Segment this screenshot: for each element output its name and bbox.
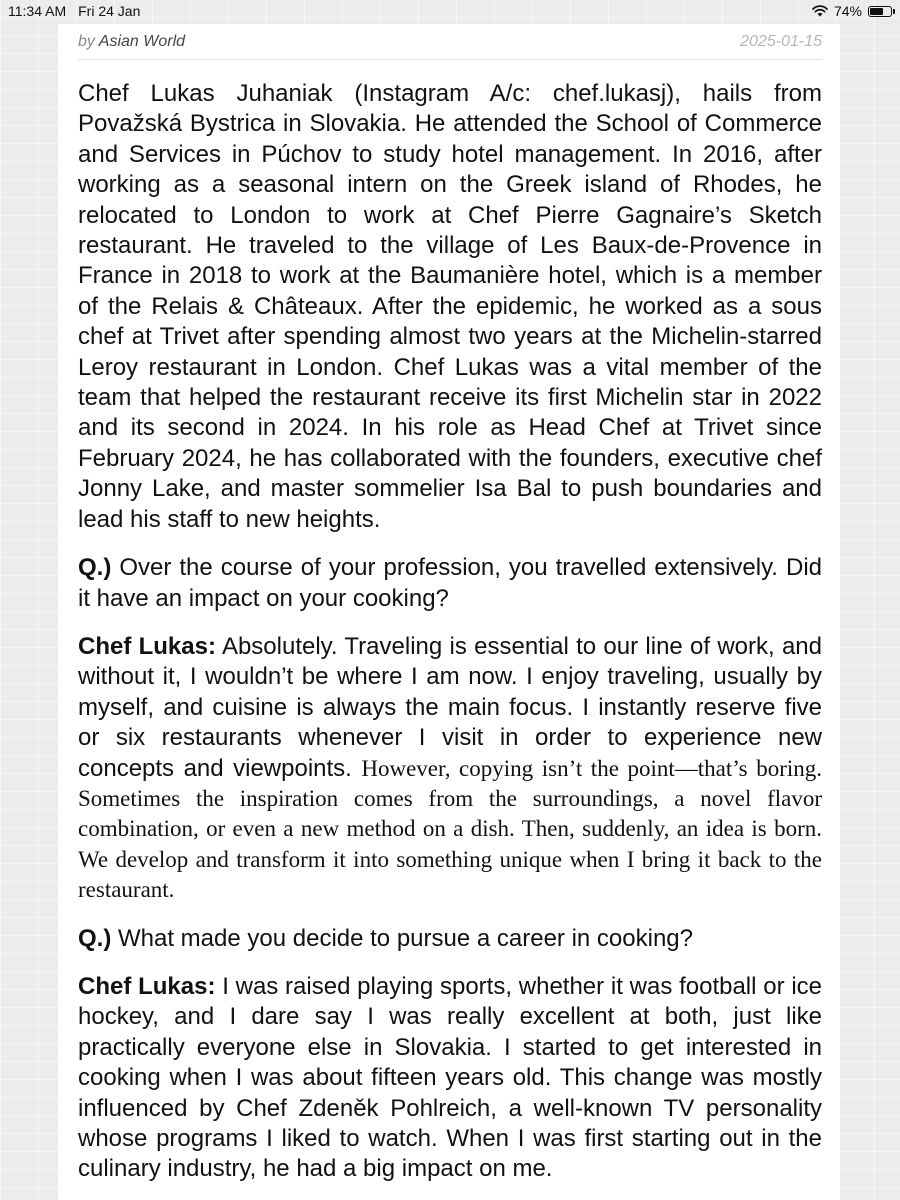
intro-paragraph: Chef Lukas Juhaniak (Instagram A/c: chef.lukasj), hails from Považská Bystrica in Slovakia. He attended the School of Commerce and Services in Púchov to study hotel management. In 2016, after working as a seasonal intern on the Greek island of Rhodes, he relocated to London to work at Chef Pierre Gagnaire’s Sketch restaurant. He traveled to the village of Les Baux-de-Provence in France in 2018 to work at the Baumanière hotel, which is a member of the Relais & Châteaux. After the epidemic, he worked as a sous chef at Trivet after spending almost two years at the Michelin-starred Leroy restaurant in London. Chef Lukas was a vital member of the team that helped the restaurant receive its first Michelin star in 2022 and its second in 2024. In his role as Head Chef at Trivet since February 2024, he has collaborated with the founders, executive chef Jonny Lake, and master sommelier Isa Bal to push boundaries and lead his staff to new heights. <box>78 80 822 533</box>
status-left <box>8 3 140 19</box>
chef-label: Chef Lukas: <box>78 632 216 660</box>
question-1-text: Over the course of your profession, you travelled extensively. Did it have an impact on your cooking? <box>78 554 822 612</box>
article-body <box>78 79 822 1185</box>
question-2 <box>78 924 822 954</box>
status-bar <box>0 0 900 24</box>
publish-date: 2025-01-15 <box>740 32 822 50</box>
status-time: 11:34 AM <box>8 3 67 19</box>
answer-1 <box>78 632 822 906</box>
chef-label: Chef Lukas: <box>78 972 216 1000</box>
battery-icon <box>868 6 892 17</box>
author-name: Asian World <box>98 32 186 50</box>
status-right <box>812 3 892 19</box>
battery-level <box>870 8 883 15</box>
wifi-icon <box>812 5 828 17</box>
question-label: Q.) <box>78 554 112 582</box>
answer-2 <box>78 972 822 1185</box>
article-card <box>58 24 840 1200</box>
status-date: Fri 24 Jan <box>78 3 141 19</box>
answer-1-serif-text: However, copying isn’t the point—that’s boring. Sometimes the inspiration comes from the surroundings, a novel flavor combination, or even a new method on a dish. Then, suddenly, an idea is born. We develop and transform it into something unique when I bring it back to the restaurant. <box>78 755 822 903</box>
question-2-text: What made you decide to pursue a career in cooking? <box>111 924 693 952</box>
question-label: Q.) <box>78 924 112 952</box>
byline-prefix: by <box>78 32 95 50</box>
byline <box>78 33 185 51</box>
battery-percent: 74% <box>833 3 862 19</box>
answer-2-text: I was raised playing sports, whether it was football or ice hockey, and I dare say I was really excellent at both, just like practically everyone else in Slovakia. I started to get interested in cooking when I was about fifteen years old. This change was mostly influenced by Chef Zdeněk Pohlreich, a well-known TV personality whose programs I liked to watch. When I was first starting out in the culinary industry, he had a big impact on me. <box>78 972 822 1183</box>
article-meta <box>78 24 822 60</box>
answer-1-text: Absolutely. Traveling is essential to our line of work, and without it, I wouldn’t be where I am now. I enjoy traveling, usually by myself, and cuisine is always the main focus. I instantly reserve five or six restaurants whenever I visit in order to experience new concepts and viewpoints. <box>78 632 823 782</box>
question-1 <box>78 553 822 614</box>
